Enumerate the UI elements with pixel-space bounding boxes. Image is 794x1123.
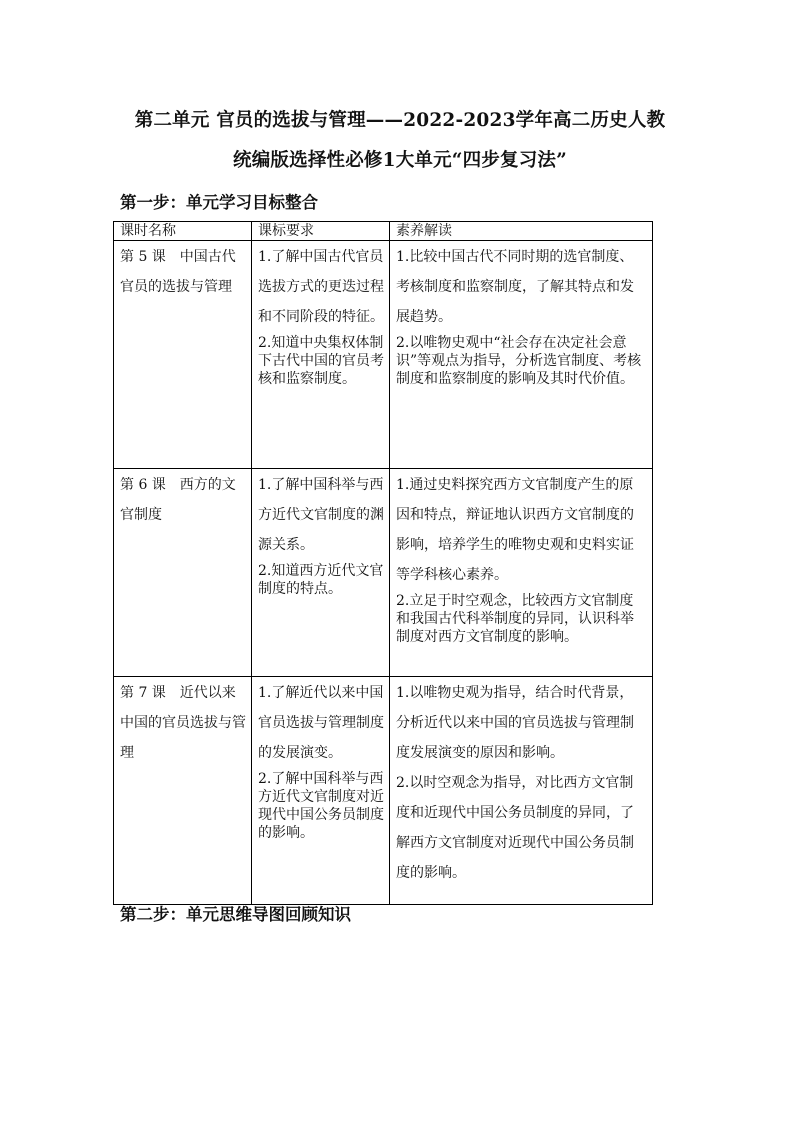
literacy-item: 1.以唯物史观为指导，结合时代背景，分析近代以来中国的官员选拔与管理制度发展演变的原因和影响。 [396,685,634,761]
step-1-heading: 第一步：单元学习目标整合 [120,193,318,212]
literacy-item: 2.以时空观念为指导，对比西方文官制度和近现代中国公务员制度的异同，了解西方文官制度对近现代中国公务员制度的影响。 [396,775,634,881]
lesson-name-cell: 第 5 课 中国古代官员的选拔与管理 [114,241,252,469]
requirement-item: 2.了解中国科举与西方近代文官制度对近现代中国公务员制度的影响。 [258,771,384,841]
column-header-requirements: 课标要求 [252,222,390,241]
requirement-item: 2.知道中央集权体制下古代中国的官员考核和监察制度。 [258,335,384,387]
requirement-item: 1.了解中国古代官员选拔方式的更迭过程和不同阶段的特征。 [258,249,384,325]
requirement-item: 1.了解中国科举与西方近代文官制度的渊源关系。 [258,477,384,553]
requirements-cell [252,469,390,677]
requirements-cell [252,677,390,905]
literacy-item: 1.比较中国古代不同时期的选官制度、考核制度和监察制度，了解其特点和发展趋势。 [396,249,634,325]
learning-goals-table [113,221,653,905]
column-header-lesson: 课时名称 [114,222,252,241]
document-title-line-1: 第二单元 官员的选拔与管理——2022-2023学年高二历史人教 [134,110,666,131]
literacy-cell [390,469,653,677]
requirement-item: 2.知道西方近代文官制度的特点。 [258,563,384,597]
table-row [114,241,653,469]
lesson-name-cell: 第 6 课 西方的文官制度 [114,469,252,677]
requirements-cell [252,241,390,469]
literacy-item: 1.通过史料探究西方文官制度产生的原因和特点，辩证地认识西方文官制度的影响，培养学生的唯物史观和史料实证等学科核心素养。 [396,477,634,583]
document-title-line-2: 统编版选择性必修1大单元“四步复习法” [233,150,567,171]
lesson-name-cell: 第 7 课 近代以来中国的官员选拔与管理 [114,677,252,905]
literacy-cell [390,677,653,905]
literacy-item: 2.立足于时空观念，比较西方文官制度和我国古代科举制度的异同，认识科举制度对西方文官制度的影响。 [396,593,634,645]
literacy-item: 2.以唯物史观中“社会存在决定社会意识”等观点为指导，分析选官制度、考核制度和监察制度的影响及其时代价值。 [396,335,642,387]
table-header-row [114,222,653,241]
requirement-item: 1.了解近代以来中国官员选拔与管理制度的发展演变。 [258,685,384,761]
table-row [114,677,653,905]
literacy-cell [390,241,653,469]
table-row [114,469,653,677]
column-header-literacy: 素养解读 [390,222,653,241]
step-2-heading: 第二步：单元思维导图回顾知识 [120,905,351,924]
